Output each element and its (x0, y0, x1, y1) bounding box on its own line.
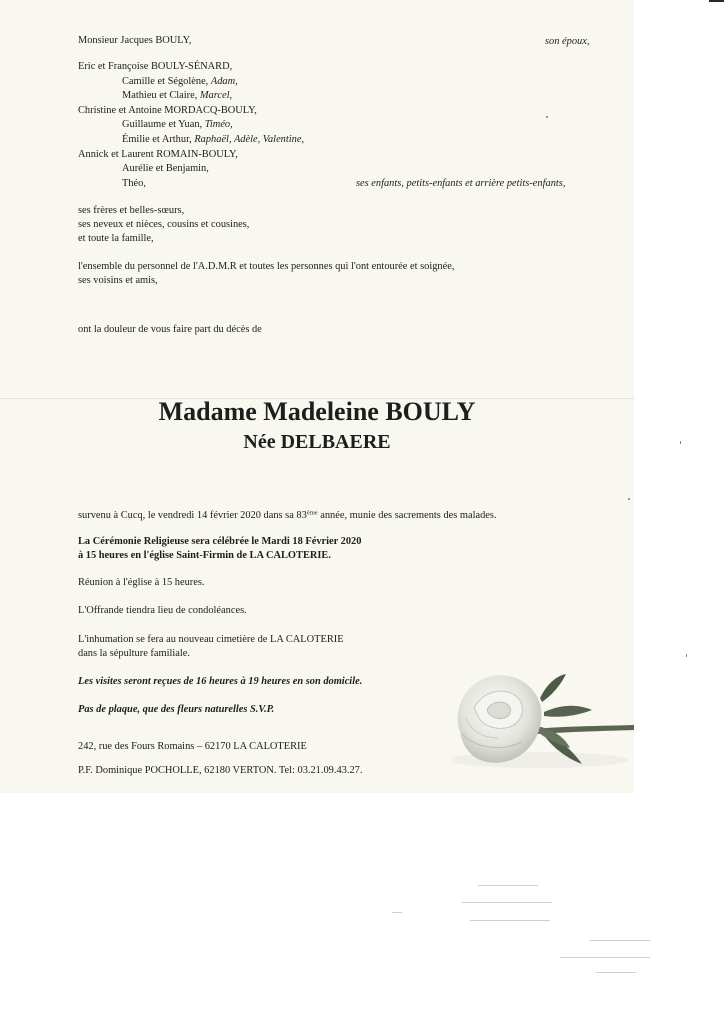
grandchildren-names: Adam, (210, 75, 238, 87)
grandchildren-names: Marcel, (199, 90, 233, 102)
family-line (122, 118, 233, 131)
flowers-note: Pas de plaque, que des fleurs naturelles S.V.P. (78, 704, 275, 715)
siblings-line: et toute la famille, (78, 233, 154, 244)
family-names: Mathieu et Claire, (122, 90, 200, 102)
bleed-through (560, 957, 650, 958)
grandchildren-names: Timéo, (204, 119, 233, 131)
spouse-role: son époux, (545, 36, 590, 47)
family-names: Aurélie et Benjamin, (122, 163, 209, 175)
family-line (122, 75, 238, 88)
family-line (78, 104, 257, 117)
ordinal-suffix: ème (306, 509, 318, 517)
family-names: Eric et Françoise BOULY-SÉNARD, (78, 61, 233, 72)
family-names: Guillaume et Yuan, (122, 119, 205, 131)
ceremony-line: à 15 heures en l'église Saint-Firmin de LA CALOTERIE. (78, 550, 331, 561)
family-line (122, 89, 232, 102)
bleed-through (462, 902, 552, 903)
burial-line: dans la sépulture familiale. (78, 648, 190, 659)
rose-illustration (452, 668, 634, 772)
grandchildren-names: Raphaël, Adèle, Valentine, (194, 134, 305, 145)
family-names: Annick et Laurent ROMAIN-BOULY, (78, 148, 238, 160)
scan-speck (680, 441, 681, 444)
scan-speck (686, 654, 687, 657)
home-address: 242, rue des Fours Romains – 62170 LA CALOTERIE (78, 741, 307, 752)
family-line (122, 162, 209, 175)
bleed-through (470, 920, 550, 921)
announcement: ont la douleur de vous faire part du décès de (78, 324, 262, 335)
maiden-name: Née DELBAERE (243, 431, 391, 453)
death-details (78, 509, 497, 522)
offering-note: L'Offrande tiendra lieu de condoléances. (78, 605, 247, 616)
family-names: Christine et Antoine MORDACQ-BOULY, (78, 104, 257, 116)
deceased-name: Madame Madeleine BOULY (158, 397, 476, 426)
spouse-name: Monsieur Jacques BOULY, (78, 35, 192, 46)
burial-line: L'inhumation se fera au nouveau cimetière de LA CALOTERIE (78, 634, 344, 645)
siblings-line: ses neveux et nièces, cousins et cousines, (78, 219, 250, 230)
staff-line: l'ensemble du personnel de l'A.D.M.R et toutes les personnes qui l'ont entourée et soignée, (78, 261, 455, 272)
death-details-text: année, munie des sacrements des malades. (317, 510, 497, 521)
ceremony-line: La Cérémonie Religieuse sera célébrée le Mardi 18 Février 2020 (78, 536, 362, 547)
family-role: ses enfants, petits-enfants et arrière petits-enfants, (356, 178, 566, 189)
siblings-line: ses frères et belles-sœurs, (78, 205, 185, 216)
meeting-note: Réunion à l'église à 15 heures. (78, 577, 205, 588)
family-line (78, 148, 238, 161)
scan-speck (546, 116, 548, 118)
bleed-through (590, 940, 650, 941)
funeral-home: P.F. Dominique POCHOLLE, 62180 VERTON. Tel: 03.21.09.43.27. (78, 765, 363, 776)
scan-edge-mark (709, 0, 724, 2)
bleed-through (392, 912, 402, 913)
family-names: Théo, (122, 177, 146, 189)
bleed-through (478, 885, 538, 886)
family-line (122, 177, 146, 190)
family-line (122, 133, 304, 146)
family-names: Camille et Ségolène, (122, 75, 211, 87)
visits-note: Les visites seront reçues de 16 heures à 19 heures en son domicile. (78, 676, 363, 687)
death-details-text: survenu à Cucq, le vendredi 14 février 2020 dans sa 83 (78, 510, 307, 521)
family-line (78, 60, 232, 73)
staff-line: ses voisins et amis, (78, 275, 158, 286)
bleed-through (596, 972, 636, 973)
scan-speck (628, 498, 630, 500)
family-names: Émilie et Arthur, (122, 134, 195, 145)
